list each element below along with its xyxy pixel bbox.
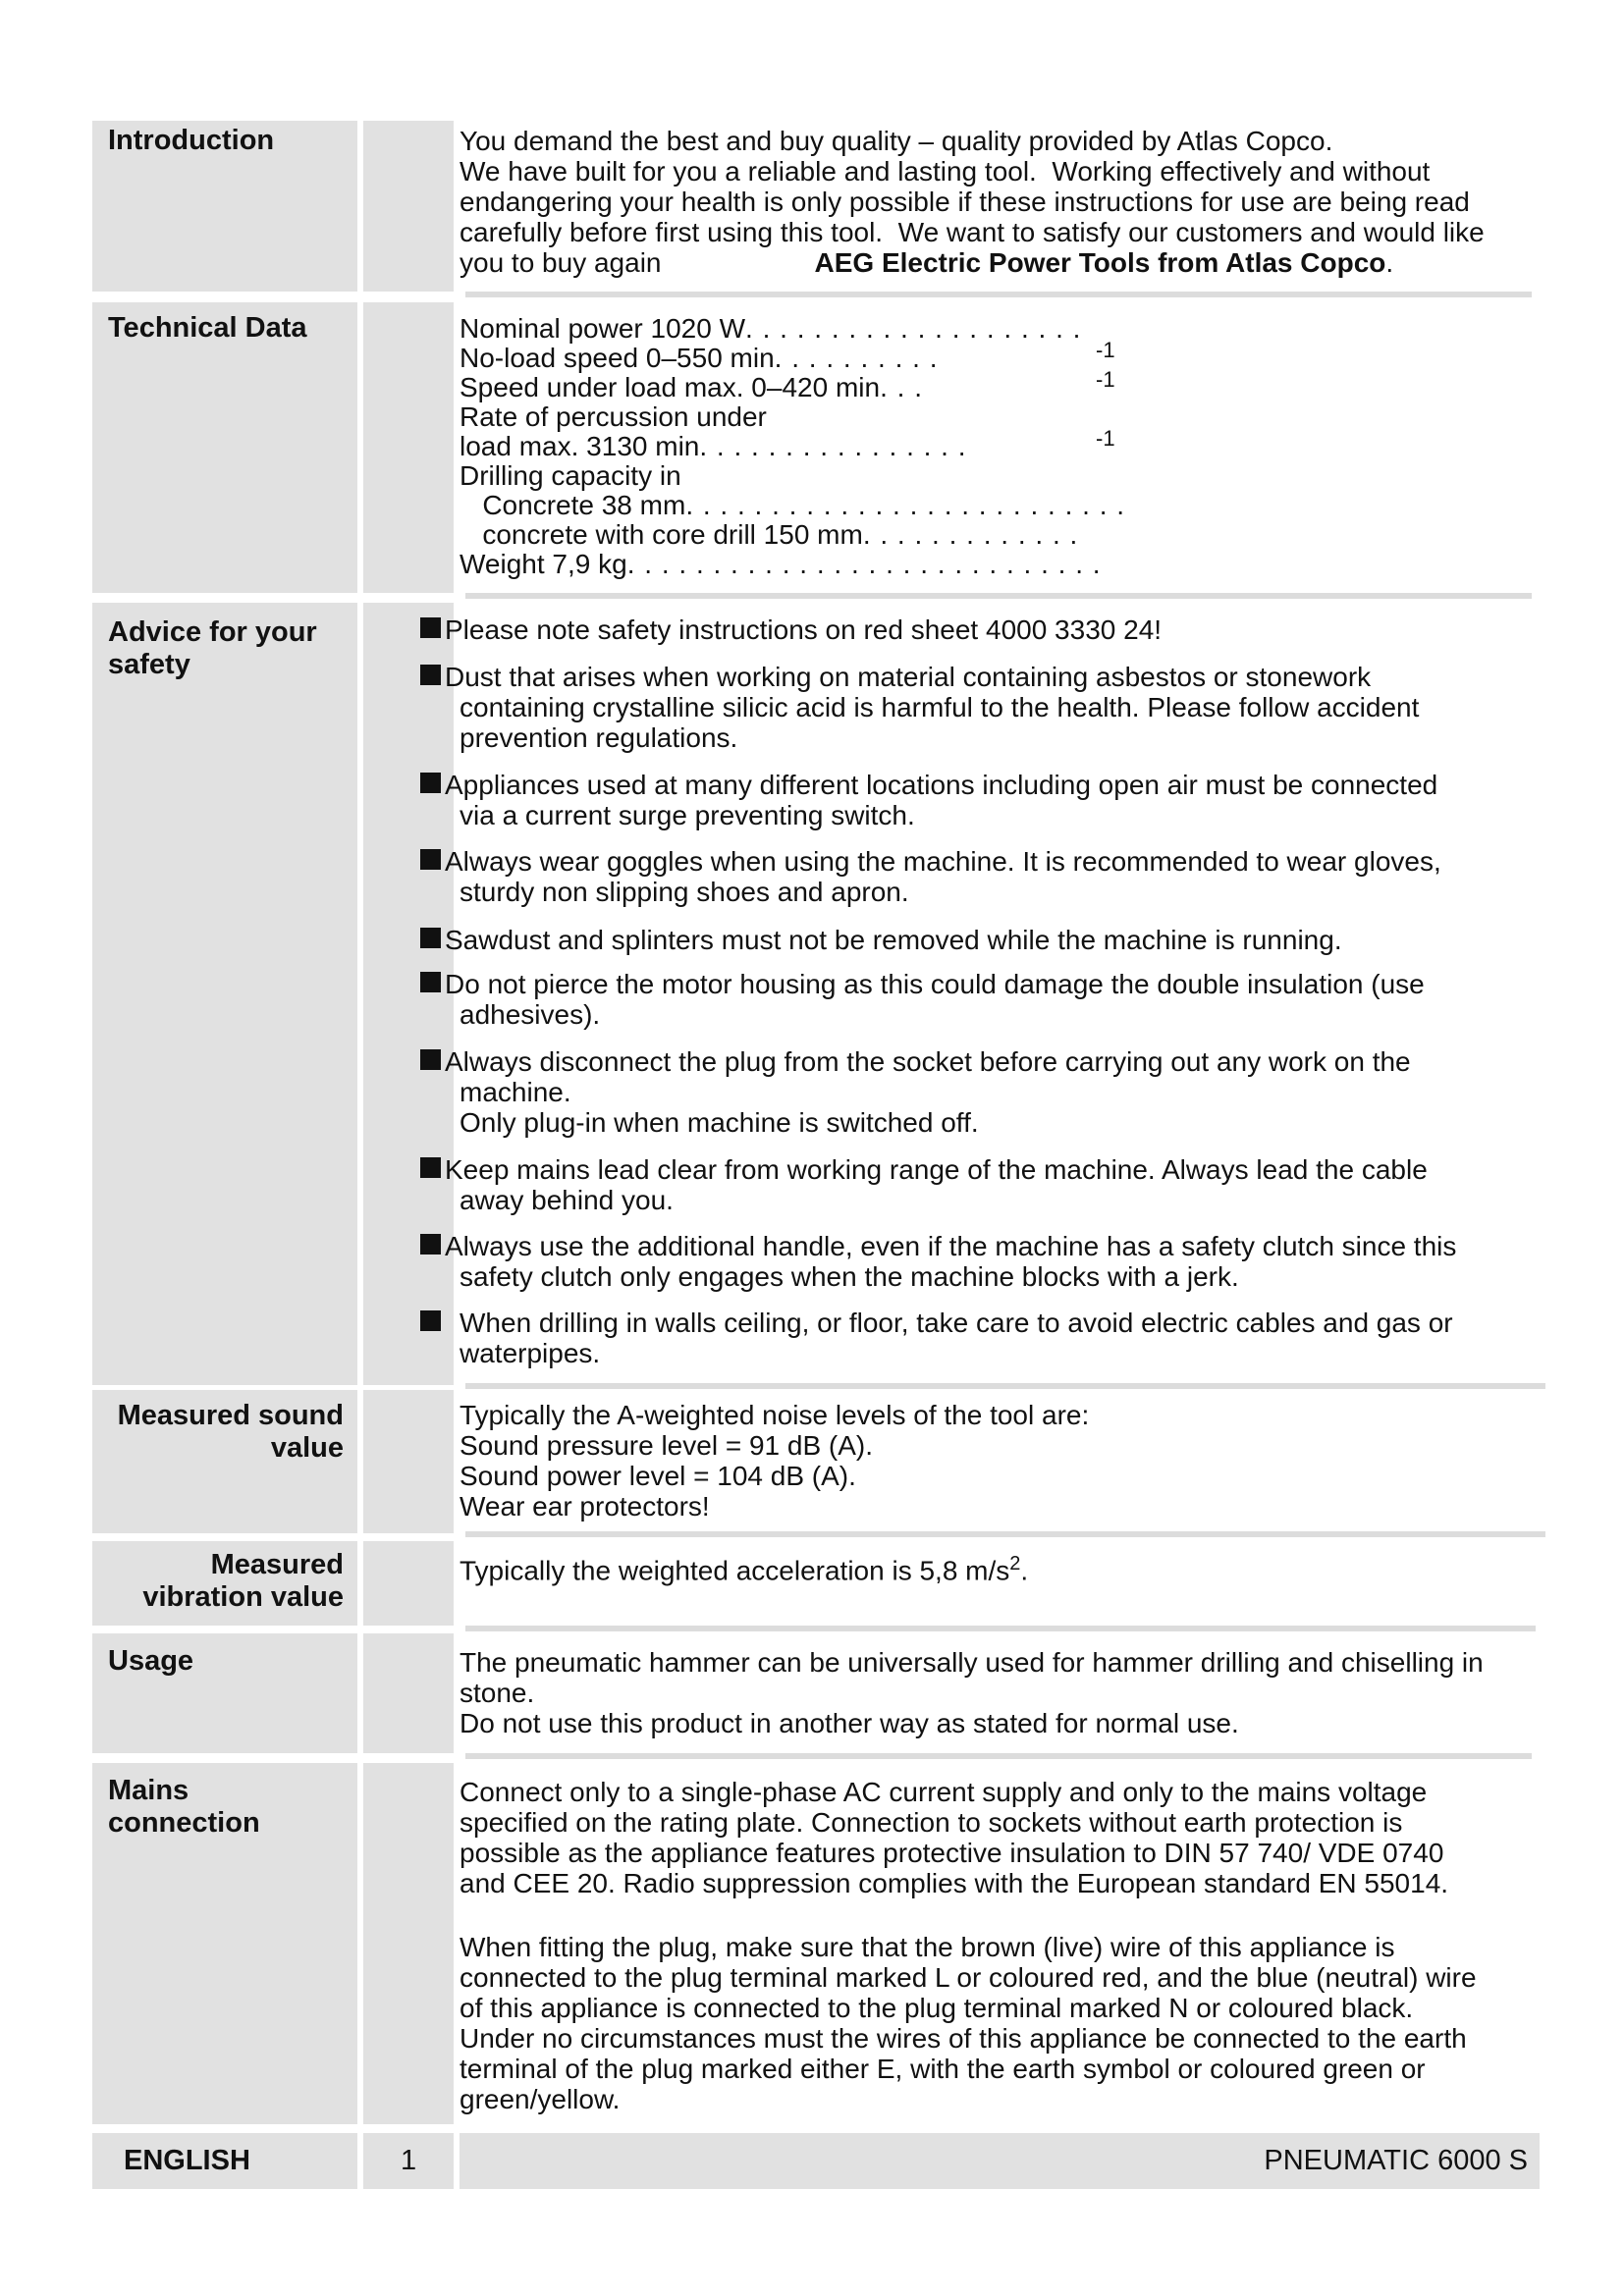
safety-item: Always use the additional handle, even if the machine has a safety clutch since this safety clutch only engages when the machine blocks with a jerk. (420, 1231, 1520, 1292)
unit-exponent: -1 (1096, 367, 1115, 392)
bullet-square-icon (420, 1157, 441, 1178)
bullet-square-icon (420, 1049, 441, 1070)
safety-item: Do not pierce the motor housing as this could damage the double insulation (use adhesives). (420, 969, 1520, 1030)
intro-last-text: you to buy again (460, 247, 662, 278)
unit-exponent: -1 (1096, 426, 1115, 451)
section-label-technical-data: Technical Data (92, 302, 357, 593)
safety-item: Always wear goggles when using the machine. It is recommended to wear gloves, sturdy non slipping shoes and apron. (420, 846, 1520, 907)
tech-row: load max. 3130 min. . . . . . . . . . . . . . . . (460, 431, 967, 461)
tech-row: Speed under load max. 0–420 min. . . (460, 372, 923, 402)
separator (465, 292, 1532, 297)
footer-model: PNEUMATIC 6000 S (460, 2133, 1540, 2189)
section-label-safety: Advice for your safety (92, 603, 357, 1385)
section-label-mains: Mains connection (92, 1763, 357, 2124)
safety-item: Keep mains lead clear from working range of the machine. Always lead the cable away behind you. (420, 1154, 1520, 1215)
section-spacer-introduction (363, 121, 454, 292)
separator (465, 1383, 1545, 1389)
section-label-introduction: Introduction (92, 121, 357, 292)
introduction-text (460, 126, 1540, 278)
section-spacer-mains (363, 1763, 454, 2124)
section-label-vibration: Measured vibration value (92, 1541, 357, 1626)
bullet-square-icon (420, 849, 441, 870)
tech-row: concrete with core drill 150 mm. . . . . . . . . . . . . (460, 519, 1079, 550)
tech-row: Rate of percussion under (460, 401, 767, 432)
section-label-usage: Usage (92, 1633, 357, 1753)
separator (465, 1531, 1545, 1537)
tech-row: Drilling capacity in (460, 460, 681, 491)
separator (465, 1753, 1532, 1759)
intro-brand-suffix: . (1385, 247, 1394, 278)
bullet-square-icon (420, 1234, 441, 1255)
bullet-square-icon (420, 773, 441, 793)
section-spacer-usage (363, 1633, 454, 1753)
separator (465, 1626, 1536, 1631)
mains-paragraph-2: When fitting the plug, make sure that the brown (live) wire of this appliance is connected to the plug terminal marked L or coloured red, and the blue (neutral) wire of this appliance is connected to the plug terminal marked N or coloured black. Under no circumstances must the wires of this appliance be connected to the earth terminal of the plug marked either E, with the earth symbol or coloured green or green/yellow. (460, 1932, 1477, 2114)
vibration-text: Typically the weighted acceleration is 5,8 $m/s^2$. (460, 1553, 1029, 1586)
section-spacer-vibration (363, 1541, 454, 1626)
usage-text: The pneumatic hammer can be universally used for hammer drilling and chiselling in stone. Do not use this product in another way as stated for normal use. (460, 1647, 1484, 1738)
bullet-square-icon (420, 1310, 441, 1331)
bullet-square-icon (420, 665, 441, 685)
section-label-sound: Measured sound value (92, 1390, 357, 1533)
section-spacer-sound (363, 1390, 454, 1533)
mains-paragraph-1: Connect only to a single-phase AC current supply and only to the mains voltage specified on the rating plate. Connection to sockets without earth protection is possible as the appliance features protective insulation to DIN 57 740/ VDE 0740 and CEE 20. Radio suppression complies with the European standard EN 55014. (460, 1777, 1449, 1898)
sound-text: Typically the A-weighted noise levels of the tool are: Sound pressure level = 91 dB (A). Sound power level = 104 dB (A). Wear ear protectors! (460, 1400, 1090, 1522)
bullet-square-icon (420, 972, 441, 992)
intro-line: We have built for you a reliable and lasting tool. Working effectively and without (460, 156, 1431, 187)
safety-item: Appliances used at many different locations including open air must be connected via a current surge preventing switch. (420, 770, 1520, 830)
intro-line: You demand the best and buy quality – quality provided by Atlas Copco. (460, 126, 1333, 156)
tech-row: Concrete 38 mm. . . . . . . . . . . . . . . . . . . . . . . . . . (460, 490, 1126, 520)
footer-page-number: 1 (363, 2133, 454, 2189)
safety-item: Dust that arises when working on material containing asbestos or stonework containing crystalline silicic acid is harmful to the health. Please follow accident prevention regulations. (420, 662, 1520, 753)
tech-row: No-load speed 0–550 min. . . . . . . . . . (460, 343, 939, 373)
bullet-square-icon (420, 928, 441, 948)
footer-language: ENGLISH (92, 2133, 357, 2189)
intro-line: carefully before first using this tool. We want to satisfy our customers and would like (460, 217, 1485, 247)
intro-last-line (460, 247, 1540, 278)
safety-item: Please note safety instructions on red sheet 4000 3330 24! (420, 614, 1520, 645)
intro-line: endangering your health is only possible if these instructions for use are being read (460, 187, 1470, 217)
bullet-square-icon (420, 617, 441, 638)
section-spacer-technical-data (363, 302, 454, 593)
tech-row: Weight 7,9 kg. . . . . . . . . . . . . . . . . . . . . . . . . . . . (460, 549, 1102, 579)
intro-brand: AEG Electric Power Tools from Atlas Copco (814, 247, 1386, 278)
unit-exponent: -1 (1096, 338, 1115, 362)
tech-row: Nominal power 1020 W. . . . . . . . . . . . . . . . . . . . (460, 313, 1082, 344)
technical-data-list (460, 314, 1540, 579)
safety-item: Sawdust and splinters must not be removed while the machine is running. (420, 925, 1520, 955)
safety-item: Always disconnect the plug from the socket before carrying out any work on the machine. Only plug-in when machine is switched off. (420, 1046, 1520, 1138)
safety-item: When drilling in walls ceiling, or floor, take care to avoid electric cables and gas or waterpipes. (420, 1308, 1520, 1368)
separator (465, 593, 1532, 599)
